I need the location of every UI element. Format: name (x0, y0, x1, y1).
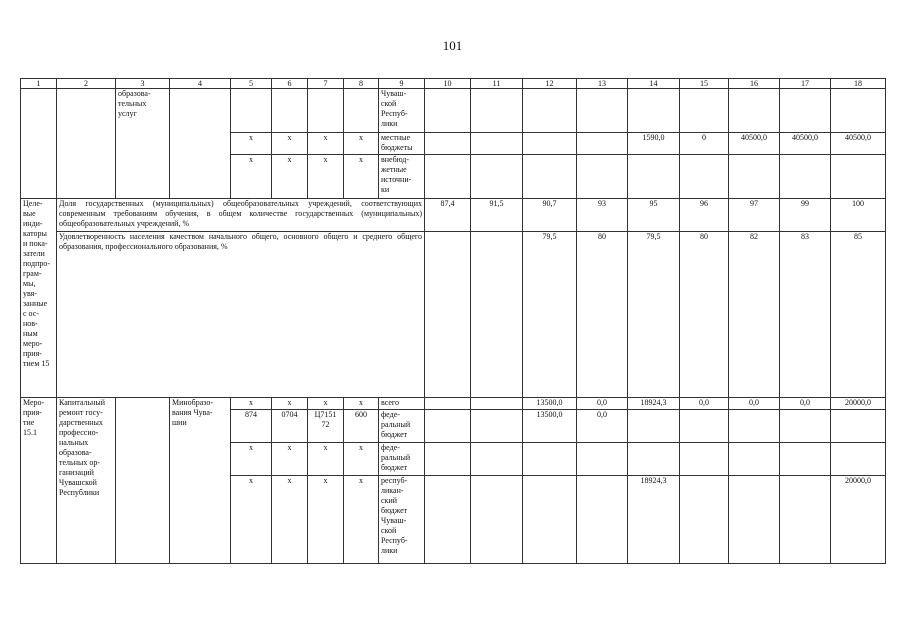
column-number: 8 (344, 79, 379, 89)
cell-value: x (272, 476, 308, 564)
cell-value: x (231, 476, 272, 564)
cell-measure-name: Капитальный ремонт госу- дарственных профессио- нальных образова- тельных ор- ганизаций Чувашской Республики (57, 398, 116, 564)
cell-value: x (308, 398, 344, 410)
column-number: 10 (425, 79, 471, 89)
cell-value: 40500,0 (729, 133, 780, 155)
cell-value: 79,5 (628, 232, 680, 398)
cell-value: 85 (831, 232, 886, 398)
cell-value: 87,4 (425, 199, 471, 232)
cell-value: x (308, 133, 344, 155)
cell-value: 13500,0 (523, 410, 577, 443)
cell-value: 40500,0 (831, 133, 886, 155)
cell-value: x (344, 133, 379, 155)
cell-value: 80 (680, 232, 729, 398)
cell-value: 0,0 (680, 398, 729, 410)
cell-value: x (344, 155, 379, 199)
indicator-text: Удовлетворенность населения качеством начального общего, основного общего и среднего общего образования, профессионального образования, % (57, 232, 425, 398)
table-row (21, 232, 886, 398)
cell-empty (116, 398, 170, 564)
cell-value: x (308, 155, 344, 199)
cell-value: x (344, 443, 379, 476)
column-number: 5 (231, 79, 272, 89)
indicator-text: Доля государственных (муниципальных) общеобразовательных учреждений, соответствующих современным требованиям обучения, в общем количестве государственных (муниципальных) общеобразовательных учреждений, % (57, 199, 425, 232)
cell-empty (57, 89, 116, 199)
cell-value: 90,7 (523, 199, 577, 232)
column-number: 16 (729, 79, 780, 89)
column-number: 18 (831, 79, 886, 89)
column-number: 11 (471, 79, 523, 89)
column-number: 4 (170, 79, 231, 89)
cell-value: 79,5 (523, 232, 577, 398)
cell-value: 18924,3 (628, 398, 680, 410)
column-number: 9 (379, 79, 425, 89)
cell-value: x (308, 476, 344, 564)
cell-funding-source: феде- ральный бюджет (379, 443, 425, 476)
cell-value: 874 (231, 410, 272, 443)
cell-value: x (272, 155, 308, 199)
cell-value: 100 (831, 199, 886, 232)
column-number: 14 (628, 79, 680, 89)
cell-targets-label: Целе- вые инди- каторы и пока- затели подпро- грам- мы, увя- занные с ос- нов- ным меро- прия- тием 15 (21, 199, 57, 398)
column-number: 6 (272, 79, 308, 89)
cell-measure-id: Меро- прия- тие 15.1 (21, 398, 57, 564)
cell-value: 18924,3 (628, 476, 680, 564)
cell-service-name: образова- тельных услуг (116, 89, 170, 199)
cell-value: 82 (729, 232, 780, 398)
cell-value: x (344, 398, 379, 410)
cell-value: x (231, 443, 272, 476)
cell-value: 40500,0 (780, 133, 831, 155)
table-row (21, 199, 886, 232)
cell-value: 0,0 (729, 398, 780, 410)
table-row (21, 398, 886, 410)
table-row (21, 89, 886, 133)
cell-value: 0704 (272, 410, 308, 443)
cell-funding-source: феде- ральный бюджет (379, 410, 425, 443)
cell-value: 80 (577, 232, 628, 398)
column-number: 2 (57, 79, 116, 89)
cell-value: 97 (729, 199, 780, 232)
budget-table (20, 78, 886, 564)
cell-value: x (272, 443, 308, 476)
cell-value: 0 (680, 133, 729, 155)
cell-value: 1590,0 (628, 133, 680, 155)
cell-funding-source: местные бюджеты (379, 133, 425, 155)
page-number: 101 (442, 38, 463, 53)
cell-funding-source: Чуваш- ской Респуб- лики (379, 89, 425, 133)
cell-value: x (308, 443, 344, 476)
cell-value: 95 (628, 199, 680, 232)
cell-value: 0,0 (780, 398, 831, 410)
cell-value: x (272, 133, 308, 155)
column-number: 12 (523, 79, 577, 89)
cell-value: x (231, 133, 272, 155)
cell-value: 0,0 (577, 410, 628, 443)
cell-value: 600 (344, 410, 379, 443)
cell-empty (21, 89, 57, 199)
cell-value: 93 (577, 199, 628, 232)
column-number: 3 (116, 79, 170, 89)
cell-value: 83 (780, 232, 831, 398)
column-number: 17 (780, 79, 831, 89)
column-number-row (21, 79, 886, 89)
cell-value: 99 (780, 199, 831, 232)
cell-value: 20000,0 (831, 398, 886, 410)
cell-value: 20000,0 (831, 476, 886, 564)
cell-funding-source: внебюд- жетные источни- ки (379, 155, 425, 199)
cell-value: x (272, 398, 308, 410)
cell-value: Ц7151 72 (308, 410, 344, 443)
cell-value: x (231, 155, 272, 199)
cell-funding-source: респуб- ликан- ский бюджет Чуваш- ской Респуб- лики (379, 476, 425, 564)
column-number: 13 (577, 79, 628, 89)
cell-empty (170, 89, 231, 199)
column-number: 15 (680, 79, 729, 89)
cell-value: x (344, 476, 379, 564)
column-number: 1 (21, 79, 57, 89)
cell-funding-source: всего (379, 398, 425, 410)
cell-value: x (231, 398, 272, 410)
cell-executor: Минобразо- вания Чува- шии (170, 398, 231, 564)
cell-value: 13500,0 (523, 398, 577, 410)
cell-value: 0,0 (577, 398, 628, 410)
column-number: 7 (308, 79, 344, 89)
cell-value: 91,5 (471, 199, 523, 232)
cell-value: 96 (680, 199, 729, 232)
